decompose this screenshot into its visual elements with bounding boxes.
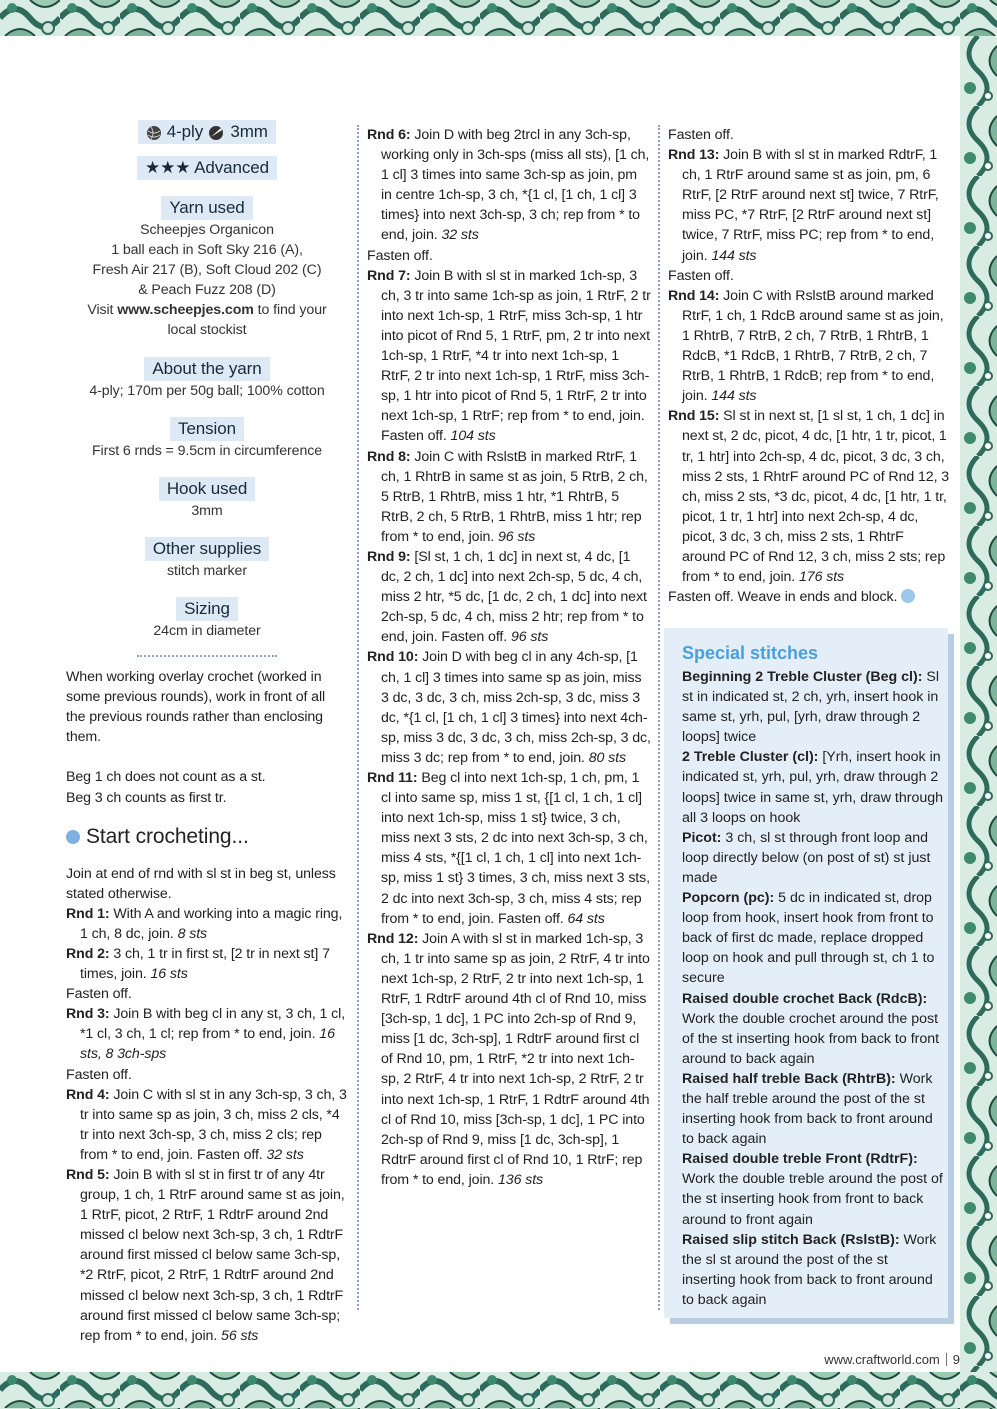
section-title: About the yarn xyxy=(144,357,269,381)
section-text: stitch marker xyxy=(167,562,247,579)
special-stitches-title: Special stitches xyxy=(682,643,819,663)
footer-url[interactable]: www.craftworld.com xyxy=(824,1352,940,1367)
round-instruction: Rnd 13: Join B with sl st in marked RdtrF, 1 ch, 1 RtrF around same st as join, pm, 6 RtrF, [2 RtrF around next st] twice, 7 RtrF, miss PC, *7 RtrF, [2 RtrF around next st] twice, 7 RtrF, miss PC; rep from * to end, join. 144 sts xyxy=(668,147,939,264)
stockist-line: local stockist xyxy=(167,322,247,339)
special-stitch-item: Raised half treble Back (RhtrB): Work the half treble around the post of the st inserting hook from back to front around to back again xyxy=(682,1070,933,1148)
column-divider xyxy=(658,125,660,1310)
round-instruction: Rnd 4: Join C with sl st in any 3ch-sp, 3 ch, 3 tr into same sp as join, 3 ch, miss 2 cls, *4 tr into next 3ch-sp, 3 ch, miss 2 cls; rep from * to end, join. Fasten off. 32 sts xyxy=(66,1086,347,1163)
intro-text: Join at end of rnd with sl st in beg st, unless stated otherwise. xyxy=(66,865,336,902)
page-number: 9 xyxy=(952,1352,960,1367)
round-instruction: Rnd 6: Join D with beg 2trcl in any 3ch-sp, working only in 3ch-sps (miss all sts), [1 ch, 1 cl] 3 times into same 3ch-sp as join, pm in centre 1ch-sp, 3 ch, *{1 cl, [1 ch, 1 cl] 3 times} into next 3ch-sp, 3 ch; rep from * to end, join. 32 sts xyxy=(367,127,650,244)
final-instruction: Fasten off. Weave in ends and block. xyxy=(668,587,950,607)
scheepjes-link[interactable]: www.scheepjes.com xyxy=(117,302,254,319)
special-stitch-item: 2 Treble Cluster (cl): [Yrh, insert hook in indicated st, yrh, pul, yrh, draw through 2 loops] twice in same st, yrh, draw through all 3 loops on hook xyxy=(682,749,944,826)
yarn-weight-badge: 4-ply 3mm xyxy=(138,120,276,144)
round-instruction: Rnd 10: Join D with beg cl in any 4ch-sp, [1 ch, 1 cl] 3 times into same sp as join, miss 3 dc, 3 dc, 3 ch, miss 2ch-sp, 3 dc, miss 3 dc, *{1 cl, [1 ch, 1 cl] 3 times} into next 4ch-sp, miss 3 dc, 3 dc, 3 ch, miss 2ch-sp, 3 dc, miss 3 dc; rep from * to end, join. 80 sts xyxy=(367,649,651,766)
round-instruction-rnd5: Rnd 5: Join B with sl st in first tr of any 4tr group, 1 ch, 1 RtrF around same st as join, 1 RtrF, picot, 2 RtrF, 1 RdtrF around 2nd missed cl below next 3ch-sp, 3 ch, 1 RdtrF around first missed cl below same 3ch-sp, *2 RtrF, picot, 2 RtrF, 1 RdtrF around 2nd missed cl below next 3ch-sp, 3 ch, 1 RdtrF around first missed cl below same 3ch-sp; rep from * to end, join. 56 sts xyxy=(66,1167,345,1344)
section-title: Yarn used xyxy=(161,196,252,220)
yarn-colour-line: & Peach Fuzz 208 (D) xyxy=(138,282,276,299)
footer-divider xyxy=(946,1353,947,1366)
stockist-line: Visit www.scheepjes.com to find your xyxy=(87,302,327,319)
section-title: Other supplies xyxy=(145,537,269,561)
start-heading: Start crocheting... xyxy=(66,824,348,850)
section-text: 3mm xyxy=(191,502,223,519)
special-stitch-item: Raised double crochet Back (RdcB): Work the double crochet around the post of the st inserting hook from back to front around to back again xyxy=(682,990,940,1067)
beg-note: Beg 1 ch does not count as a st. xyxy=(66,769,266,786)
column-3 xyxy=(668,125,950,607)
round-instruction: Rnd 1: With A and working into a magic ring, 1 ch, 8 dc, join. 8 sts xyxy=(66,905,343,942)
divider xyxy=(137,655,277,657)
special-stitch-item: Picot: 3 ch, sl st through front loop and loop directly below (on post of st) st just made xyxy=(682,829,931,886)
top-decorative-border xyxy=(0,0,997,36)
column-2 xyxy=(367,125,651,1190)
round-instruction: Rnd 9: [Sl st, 1 ch, 1 dc] in next st, 4 dc, [1 dc, 2 ch, 1 dc] into next 2ch-sp, 5 dc, 4 ch, miss 2 htr, *5 dc, [1 dc, 2 ch, 1 dc] into next 2ch-sp, 5 dc, 4 ch, miss 2 htr; rep from * to end, join. Fasten off. 96 sts xyxy=(367,548,647,646)
round-instruction: Rnd 12: Join A with sl st in marked 1ch-sp, 3 ch, 1 tr into same sp as join, 2 RtrF, 4 tr into next 1ch-sp, 2 RtrF, 2 tr into next 1ch-sp, 1 RtrF, 1 RdtrF around 4th cl of Rnd 10, miss [3ch-sp, 1 dc], 1 PC into 2ch-sp of Rnd 9, miss [1 dc, 3ch-sp], 1 RdtrF around first cl of Rnd 10, pm, 1 RtrF, *2 tr into next 1ch-sp, 2 RtrF, 4 tr into next 1ch-sp, 2 RtrF, 2 tr into next 1ch-sp, 1 RtrF, 1 RdtrF around 4th cl of Rnd 10, miss [3ch-sp, 1 dc], 1 PC into 2ch-sp of Rnd 9, miss [1 dc, 3ch-sp], 1 RdtrF around first cl of Rnd 10, 1 RtrF; rep from * to end, join. 136 sts xyxy=(367,930,650,1188)
overlay-note: When working overlay crochet (worked in some previous rounds), work in front of all the previous rounds rather than enclosing them. xyxy=(66,669,326,746)
difficulty-label: Advanced xyxy=(194,158,269,177)
bottom-decorative-border xyxy=(0,1372,997,1409)
special-stitch-item: Raised double treble Front (RdtrF): Work the double treble around the post of the st inserting hook from front to back around to front again xyxy=(682,1151,943,1228)
round-instruction: Rnd 15: Sl st in next st, [1 sl st, 1 ch, 1 dc] in next st, 2 dc, picot, 4 dc, [1 htr, 1 tr, picot, 1 tr, 1 htr] into 2ch-sp, 4 dc, picot, 3 dc, 3 ch, miss 2 sts, 1 RhtrF around PC of Rnd 12, 3 ch, miss 2 sts, *3 dc, picot, 4 dc, [1 htr, 1 tr, picot, 1 tr, 1 htr] into next 2ch-sp, 4 dc, picot, 3 dc, 3 ch, miss 2 sts, 1 RhtrF around PC of Rnd 12, 3 ch, miss 2 sts; rep from * to end, join. 176 sts xyxy=(668,408,950,586)
round-instruction: Rnd 14: Join C with RslstB around marked RtrF, 1 ch, 1 RdcB around same st as join, 1 RhtrB, 7 RtrB, 2 ch, 7 RtrB, 1 RhtrB, 1 RdcB, *1 RdcB, 1 RhtrB, 7 RtrB, 2 ch, 7 RtrB, 1 RhtrB, 1 RdcB; rep from * to end, join. 144 sts xyxy=(668,287,944,405)
fasten-off: Fasten off. xyxy=(66,986,132,1003)
bullet-icon xyxy=(66,830,80,844)
round-instruction: Rnd 8: Join C with RslstB in marked RtrF, 1 ch, 1 RhtrB in same st as join, 5 RtrB, 2 ch, 5 RtrB, 1 RhtrB, miss 1 htr, *1 RhtrB, 5 RtrB, 2 ch, 5 RtrB, 1 RhtrB, miss 1 htr; rep from * to end, join. 96 sts xyxy=(367,448,648,545)
section-text: 24cm in diameter xyxy=(153,622,261,639)
section-title: Sizing xyxy=(176,597,238,621)
special-stitch-item: Beginning 2 Treble Cluster (Beg cl): Sl st in indicated st, 2 ch, yrh, insert hook in same st, yrh, pul, [yrh, draw through 2 loops] twice xyxy=(682,669,939,746)
fasten-off: Fasten off. xyxy=(66,1066,132,1083)
round-instruction: Rnd 3: Join B with beg cl in any st, 3 ch, 1 cl, *1 cl, 3 ch, 1 cl; rep from * to end, join. 16 sts, 8 3ch-sps xyxy=(66,1006,346,1063)
beg-note: Beg 3 ch counts as first tr. xyxy=(66,789,227,806)
page-footer xyxy=(760,1352,960,1367)
round-instruction: Rnd 7: Join B with sl st in marked 1ch-sp, 3 ch, 3 tr into same 1ch-sp as join, 1 RtrF, 2 tr into next 1ch-sp, 1 RtrF, miss 3ch-sp, 1 htr into picot of Rnd 5, 1 RtrF, pm, 2 tr into next 1ch-sp, 1 RtrF, *4 tr into next 1ch-sp, 1 RtrF, 2 tr into next 1ch-sp, 1 RtrF, miss 3ch-sp, 1 htr into picot of Rnd 5, 1 RtrF, 2 tr into next 1ch-sp, 1 RtrF; rep from * to end, join. Fasten off. 104 sts xyxy=(367,267,651,445)
yarn-colour-line: 1 ball each in Soft Sky 216 (A), xyxy=(111,242,303,259)
fasten-off: Fasten off. xyxy=(367,247,433,264)
section-title: Hook used xyxy=(159,477,255,501)
special-stitch-item: Popcorn (pc): 5 dc in indicated st, drop loop from hook, insert hook from front to back of first dc made, replace dropped loop on hook and pull through st, ch 1 to secure xyxy=(682,890,935,987)
fasten-off: Fasten off. xyxy=(668,127,734,143)
column-1 xyxy=(66,118,348,1344)
right-decorative-border xyxy=(960,36,997,1372)
difficulty-badge xyxy=(137,156,277,180)
end-ball-icon xyxy=(901,589,915,603)
fasten-off: Fasten off. xyxy=(668,267,734,284)
section-title: Tension xyxy=(170,417,244,441)
difficulty-stars: ★★★ xyxy=(145,158,191,177)
section-text: First 6 rnds = 9.5cm in circumference xyxy=(91,442,323,459)
special-stitch-item: Raised slip stitch Back (RslstB): Work the sl st around the post of the st inserting hook from back to front around to back again xyxy=(682,1231,937,1308)
round-instruction: Rnd 11: Beg cl into next 1ch-sp, 1 ch, pm, 1 cl into same sp, miss 1 st, {[1 cl, 1 ch, 1 cl] into next 1ch-sp, miss 1 st} twice, 3 ch, miss next 3 sts, 2 dc into next 3ch-sp, 3 ch, miss 4 sts, *{[1 cl, 1 ch, 1 cl] into next 1ch-sp, miss 1 st} 3 times, 3 ch, miss next 3 sts, 2 dc into next 3ch-sp, 3 ch, miss 4 sts; rep from * to end, join. Fasten off. 64 sts xyxy=(367,770,650,927)
yarn-ball-icon xyxy=(146,125,162,141)
yarn-colour-line: Fresh Air 217 (B), Soft Cloud 202 (C) xyxy=(92,262,322,279)
yarn-name: Scheepjes Organicon xyxy=(140,222,274,238)
hook-icon xyxy=(208,125,226,141)
section-text: 4-ply; 170m per 50g ball; 100% cotton xyxy=(89,382,325,399)
round-instruction: Rnd 2: 3 ch, 1 tr in first st, [2 tr in next st] 7 times, join. 16 sts xyxy=(66,945,330,983)
column-divider xyxy=(357,125,359,1310)
special-stitches-content xyxy=(682,643,944,1310)
